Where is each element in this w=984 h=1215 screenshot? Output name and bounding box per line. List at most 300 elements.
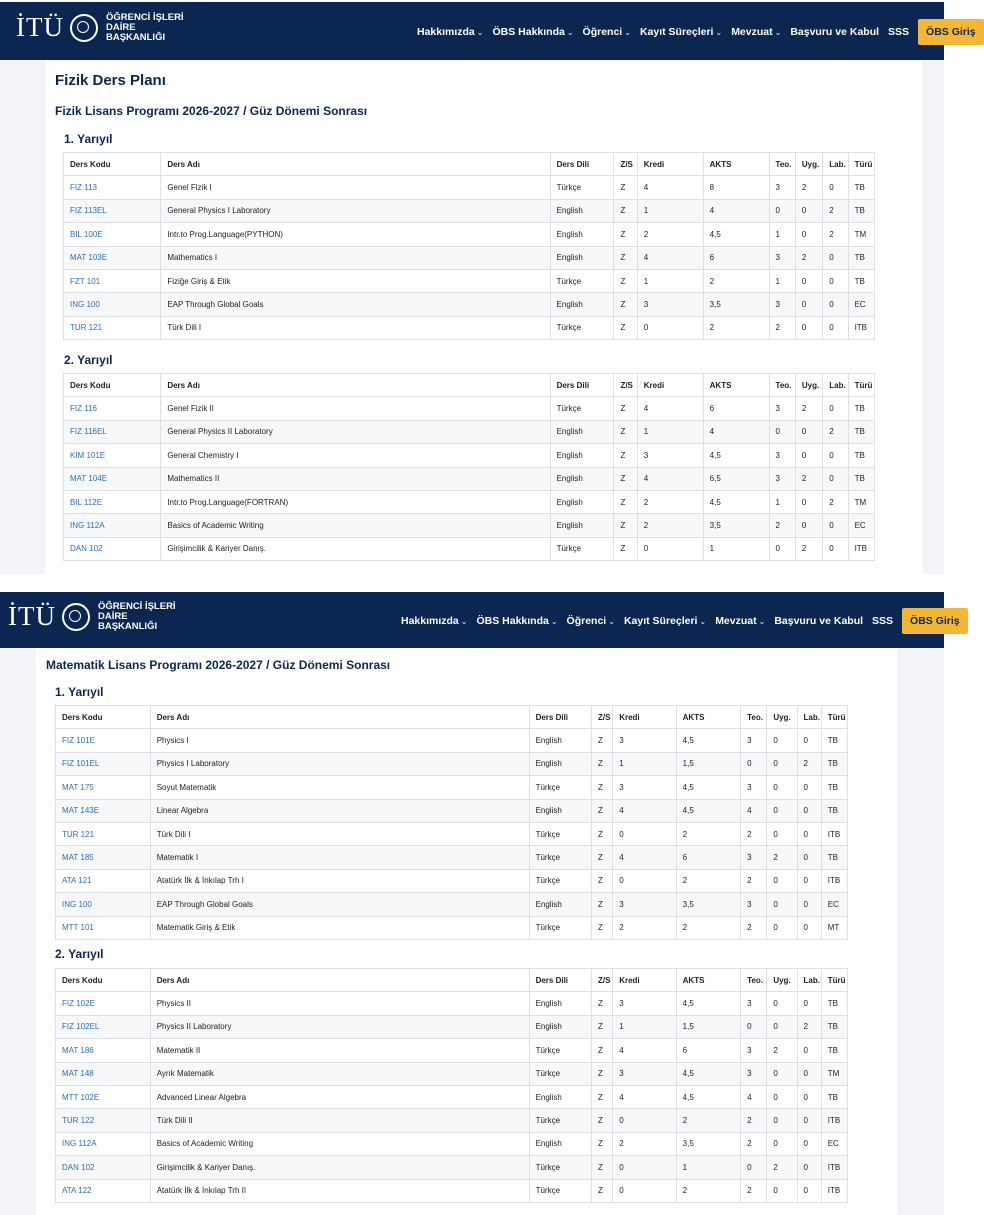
table-cell: 2 bbox=[741, 916, 767, 939]
table-cell: Z bbox=[614, 444, 637, 467]
course-code-link[interactable]: MAT 143E bbox=[56, 799, 151, 822]
nav-basvuru-ve-kabul[interactable]: Başvuru ve Kabul bbox=[790, 26, 880, 38]
table-cell: Basics of Academic Writing bbox=[150, 1132, 529, 1155]
table-cell: 0 bbox=[767, 1109, 797, 1132]
table-cell: 3 bbox=[741, 1062, 767, 1085]
column-header: Kredi bbox=[613, 706, 676, 729]
table-cell: 0 bbox=[767, 1062, 797, 1085]
table-cell: 2 bbox=[795, 397, 822, 420]
table-row bbox=[56, 1062, 848, 1085]
table-cell: 4,5 bbox=[703, 223, 769, 246]
table-cell: 2 bbox=[795, 246, 822, 269]
table-cell: 0 bbox=[823, 444, 848, 467]
table-cell: 2 bbox=[823, 420, 848, 443]
course-code-link[interactable]: DAN 102 bbox=[64, 537, 161, 560]
course-code-link[interactable]: FIZ 102EL bbox=[56, 1015, 151, 1038]
column-header: Z/S bbox=[614, 374, 637, 397]
column-header: Lab. bbox=[823, 153, 848, 176]
table-cell: 0 bbox=[767, 799, 797, 822]
table-cell: 3,5 bbox=[703, 514, 769, 537]
obs-login-button[interactable]: ÖBS Giriş bbox=[918, 19, 984, 45]
table-cell: 3 bbox=[741, 992, 767, 1015]
table-cell: 0 bbox=[767, 869, 797, 892]
table-cell: 4,5 bbox=[676, 799, 740, 822]
course-code-link[interactable]: TUR 121 bbox=[56, 822, 151, 845]
table-cell: General Physics II Laboratory bbox=[161, 420, 550, 443]
table-cell: English bbox=[550, 514, 614, 537]
site-header bbox=[0, 0, 976, 60]
table-cell: Z bbox=[614, 316, 637, 339]
table-cell: 4,5 bbox=[703, 444, 769, 467]
nav-hakkimizda[interactable]: Hakkımızda ⌄ bbox=[417, 26, 484, 38]
column-header: Z/S bbox=[592, 969, 613, 992]
table-cell: Z bbox=[592, 776, 613, 799]
table-cell: 0 bbox=[767, 916, 797, 939]
table-cell: 0 bbox=[769, 199, 795, 222]
table-cell: Türkçe bbox=[550, 537, 614, 560]
table-cell: Genel Fizik I bbox=[161, 176, 550, 199]
table-cell: 0 bbox=[797, 893, 821, 916]
table-cell: 0 bbox=[767, 1015, 797, 1038]
table-cell: TB bbox=[848, 420, 874, 443]
course-code-link[interactable]: ING 112A bbox=[64, 514, 161, 537]
table-cell: 0 bbox=[797, 869, 821, 892]
table-cell: EC bbox=[821, 893, 847, 916]
column-header: Lab. bbox=[797, 706, 821, 729]
column-header: Uyg. bbox=[795, 374, 822, 397]
column-header: Z/S bbox=[614, 153, 637, 176]
table-cell: Z bbox=[592, 1109, 613, 1132]
table-row bbox=[64, 537, 875, 560]
column-header: Teo. bbox=[741, 706, 767, 729]
table-cell: 2 bbox=[613, 916, 676, 939]
program-title: Matematik Lisans Programı 2026-2027 / Güz Dönemi Sonrası bbox=[46, 658, 391, 672]
table-cell: 2 bbox=[741, 1132, 767, 1155]
course-code-link[interactable]: FIZ 113EL bbox=[64, 199, 161, 222]
table-cell: English bbox=[529, 799, 591, 822]
chevron-down-icon: ⌄ bbox=[758, 617, 766, 626]
course-code-link[interactable]: MAT 148 bbox=[56, 1062, 151, 1085]
table-cell: 4 bbox=[741, 799, 767, 822]
page-content bbox=[36, 648, 897, 1215]
table-row bbox=[56, 799, 848, 822]
table-cell: 4,5 bbox=[703, 490, 769, 513]
table-row bbox=[64, 467, 875, 490]
table-cell: General Physics I Laboratory bbox=[161, 199, 550, 222]
table-cell: Türkçe bbox=[529, 846, 591, 869]
table-cell: 3 bbox=[769, 397, 795, 420]
table-cell: 2 bbox=[637, 223, 703, 246]
table-cell: Z bbox=[614, 223, 637, 246]
table-cell: 2 bbox=[797, 752, 821, 775]
table-cell: General Chemistry I bbox=[161, 444, 550, 467]
table-cell: 2 bbox=[741, 1109, 767, 1132]
table-cell: Fiziğe Giriş & Etik bbox=[161, 269, 550, 292]
table-cell: 1 bbox=[637, 199, 703, 222]
course-code-link[interactable]: TUR 122 bbox=[56, 1109, 151, 1132]
table-cell: 1 bbox=[769, 490, 795, 513]
table-cell: 0 bbox=[613, 869, 676, 892]
nav-kayit-surecleri[interactable]: Kayıt Süreçleri ⌄ bbox=[623, 615, 707, 627]
table-cell: 0 bbox=[823, 246, 848, 269]
course-code-link[interactable]: FIZ 113 bbox=[64, 176, 161, 199]
table-row bbox=[64, 176, 875, 199]
table-cell: Basics of Academic Writing bbox=[161, 514, 550, 537]
table-cell: English bbox=[529, 1015, 591, 1038]
table-cell: Z bbox=[614, 199, 637, 222]
chevron-down-icon: ⌄ bbox=[476, 28, 484, 37]
table-cell: 0 bbox=[823, 467, 848, 490]
table-cell: 2 bbox=[795, 537, 822, 560]
table-row bbox=[56, 869, 848, 892]
table-cell: Z bbox=[614, 269, 637, 292]
table-cell: TB bbox=[821, 1039, 847, 1062]
course-code-link[interactable]: MAT 185 bbox=[56, 846, 151, 869]
table-cell: English bbox=[529, 1085, 591, 1108]
course-code-link[interactable]: MTT 102E bbox=[56, 1085, 151, 1108]
nav-obs-hakkinda[interactable]: ÖBS Hakkında ⌄ bbox=[492, 26, 574, 38]
table-cell: 0 bbox=[797, 846, 821, 869]
table-cell: English bbox=[550, 490, 614, 513]
table-cell: TB bbox=[821, 776, 847, 799]
column-header: Ders Kodu bbox=[64, 374, 161, 397]
table-cell: 2 bbox=[823, 223, 848, 246]
column-header: Uyg. bbox=[795, 153, 822, 176]
table-cell: Z bbox=[592, 729, 613, 752]
course-table bbox=[63, 373, 875, 561]
table-cell: 4 bbox=[637, 176, 703, 199]
course-code-link[interactable]: MTT 101 bbox=[56, 916, 151, 939]
column-header: Ders Dili bbox=[529, 969, 591, 992]
course-code-link[interactable]: BIL 112E bbox=[64, 490, 161, 513]
column-header: Z/S bbox=[592, 706, 613, 729]
nav-sss[interactable]: SSS bbox=[872, 615, 894, 627]
table-cell: ITB bbox=[821, 1179, 847, 1202]
table-row bbox=[64, 269, 875, 292]
table-cell: 4 bbox=[741, 1085, 767, 1108]
table-cell: Genel Fizik II bbox=[161, 397, 550, 420]
table-cell: 1 bbox=[613, 752, 676, 775]
table-cell: 0 bbox=[613, 822, 676, 845]
table-cell: 1 bbox=[637, 420, 703, 443]
table-cell: 0 bbox=[797, 1179, 821, 1202]
nav-basvuru-ve-kabul[interactable]: Başvuru ve Kabul bbox=[774, 615, 864, 627]
table-cell: Matematik I bbox=[150, 846, 529, 869]
table-cell: Z bbox=[614, 514, 637, 537]
table-cell: 3 bbox=[637, 293, 703, 316]
course-code-link[interactable]: FIZ 101EL bbox=[56, 752, 151, 775]
table-cell: 2 bbox=[637, 490, 703, 513]
nav-obs-hakkinda[interactable]: ÖBS Hakkında ⌄ bbox=[476, 615, 558, 627]
table-row bbox=[64, 490, 875, 513]
table-cell: 0 bbox=[823, 537, 848, 560]
table-cell: Türkçe bbox=[550, 316, 614, 339]
table-cell: 0 bbox=[797, 992, 821, 1015]
course-code-link[interactable]: ING 100 bbox=[56, 893, 151, 916]
table-cell: 0 bbox=[767, 776, 797, 799]
table-cell: Z bbox=[592, 916, 613, 939]
table-cell: English bbox=[550, 467, 614, 490]
course-code-link[interactable]: BIL 100E bbox=[64, 223, 161, 246]
table-cell: 0 bbox=[767, 1132, 797, 1155]
course-code-link[interactable]: DAN 102 bbox=[56, 1156, 151, 1179]
table-cell: 0 bbox=[613, 1109, 676, 1132]
table-cell: 0 bbox=[767, 893, 797, 916]
table-cell: 4 bbox=[637, 467, 703, 490]
table-cell: Z bbox=[592, 1062, 613, 1085]
table-cell: Türkçe bbox=[529, 1062, 591, 1085]
table-cell: TM bbox=[848, 223, 874, 246]
table-cell: TB bbox=[848, 397, 874, 420]
table-cell: Türkçe bbox=[550, 397, 614, 420]
table-cell: Türkçe bbox=[529, 1109, 591, 1132]
table-cell: Türkçe bbox=[529, 822, 591, 845]
course-code-link[interactable]: FZT 101 bbox=[64, 269, 161, 292]
course-code-link[interactable]: FIZ 102E bbox=[56, 992, 151, 1015]
chevron-down-icon: ⌄ bbox=[566, 28, 574, 37]
table-cell: 0 bbox=[741, 1015, 767, 1038]
table-row bbox=[56, 846, 848, 869]
table-cell: ITB bbox=[821, 822, 847, 845]
table-cell: 3 bbox=[613, 893, 676, 916]
table-cell: 3 bbox=[613, 992, 676, 1015]
table-cell: 1,5 bbox=[676, 752, 740, 775]
site-logo[interactable] bbox=[8, 601, 176, 632]
table-cell: 2 bbox=[676, 916, 740, 939]
table-row bbox=[56, 1109, 848, 1132]
course-code-link[interactable]: ATA 121 bbox=[56, 869, 151, 892]
table-cell: Z bbox=[592, 822, 613, 845]
table-cell: 2 bbox=[741, 1179, 767, 1202]
site-header bbox=[0, 590, 960, 648]
table-cell: 0 bbox=[797, 799, 821, 822]
table-cell: TM bbox=[821, 1062, 847, 1085]
column-header: AKTS bbox=[676, 706, 740, 729]
table-cell: EC bbox=[848, 514, 874, 537]
course-code-link[interactable]: KIM 101E bbox=[64, 444, 161, 467]
table-cell: Türk Dili I bbox=[161, 316, 550, 339]
table-cell: 0 bbox=[797, 1156, 821, 1179]
nav-ogrenci[interactable]: Öğrenci ⌄ bbox=[566, 615, 615, 627]
table-cell: 2 bbox=[769, 514, 795, 537]
table-cell: Türkçe bbox=[529, 869, 591, 892]
column-header: Ders Adı bbox=[150, 706, 529, 729]
table-cell: 2 bbox=[767, 1156, 797, 1179]
nav-mevzuat[interactable]: Mevzuat ⌄ bbox=[715, 615, 766, 627]
table-cell: English bbox=[550, 293, 614, 316]
fizik-screenshot bbox=[0, 0, 976, 574]
table-row bbox=[64, 397, 875, 420]
column-header: Uyg. bbox=[767, 706, 797, 729]
table-cell: 0 bbox=[767, 1085, 797, 1108]
table-cell: 0 bbox=[741, 1156, 767, 1179]
table-cell: 6,5 bbox=[703, 467, 769, 490]
column-header: Ders Kodu bbox=[56, 706, 151, 729]
table-cell: 4 bbox=[613, 1039, 676, 1062]
table-row bbox=[56, 1132, 848, 1155]
table-cell: 4 bbox=[703, 199, 769, 222]
table-cell: ITB bbox=[821, 1156, 847, 1179]
course-table bbox=[55, 968, 848, 1203]
table-cell: 0 bbox=[797, 822, 821, 845]
table-cell: 0 bbox=[613, 1156, 676, 1179]
column-header: Türü bbox=[821, 969, 847, 992]
nav-hakkimizda[interactable]: Hakkımızda ⌄ bbox=[401, 615, 468, 627]
semester-title: 2. Yarıyıl bbox=[64, 353, 113, 367]
table-header-row bbox=[64, 374, 875, 397]
table-cell: 6 bbox=[703, 246, 769, 269]
column-header: Türü bbox=[848, 153, 874, 176]
column-header: Ders Adı bbox=[161, 374, 550, 397]
table-cell: 0 bbox=[767, 992, 797, 1015]
course-code-link[interactable]: MAT 103E bbox=[64, 246, 161, 269]
table-row bbox=[64, 293, 875, 316]
table-cell: 0 bbox=[797, 1132, 821, 1155]
table-row bbox=[64, 514, 875, 537]
matematik-screenshot bbox=[0, 590, 960, 1215]
table-cell: Mathematics I bbox=[161, 246, 550, 269]
chevron-down-icon: ⌄ bbox=[460, 617, 468, 626]
table-cell: 2 bbox=[741, 822, 767, 845]
table-cell: 3 bbox=[741, 893, 767, 916]
table-cell: 2 bbox=[823, 490, 848, 513]
column-header: Ders Dili bbox=[550, 153, 614, 176]
nav-mevzuat[interactable]: Mevzuat ⌄ bbox=[731, 26, 782, 38]
table-cell: 0 bbox=[795, 316, 822, 339]
table-cell: 4 bbox=[613, 799, 676, 822]
nav-kayit-surecleri[interactable]: Kayıt Süreçleri ⌄ bbox=[639, 26, 723, 38]
table-cell: 3 bbox=[741, 776, 767, 799]
table-cell: Türkçe bbox=[529, 776, 591, 799]
table-header-row bbox=[64, 153, 875, 176]
table-cell: Z bbox=[614, 176, 637, 199]
table-cell: EC bbox=[848, 293, 874, 316]
table-cell: 2 bbox=[795, 467, 822, 490]
table-cell: Soyut Matematik bbox=[150, 776, 529, 799]
semester-title: 1. Yarıyıl bbox=[64, 132, 113, 146]
table-cell: Türkçe bbox=[550, 176, 614, 199]
column-header: Uyg. bbox=[767, 969, 797, 992]
table-cell: ITB bbox=[821, 1109, 847, 1132]
column-header: Teo. bbox=[741, 969, 767, 992]
table-cell: 0 bbox=[637, 316, 703, 339]
table-cell: 0 bbox=[823, 514, 848, 537]
chevron-down-icon: ⌄ bbox=[608, 617, 615, 626]
chevron-down-icon: ⌄ bbox=[550, 617, 558, 626]
table-cell: 4,5 bbox=[676, 992, 740, 1015]
column-header: Ders Kodu bbox=[64, 153, 161, 176]
course-code-link[interactable]: ING 100 bbox=[64, 293, 161, 316]
table-cell: Physics II Laboratory bbox=[150, 1015, 529, 1038]
table-cell: Z bbox=[592, 1085, 613, 1108]
course-code-link[interactable]: MAT 186 bbox=[56, 1039, 151, 1062]
table-cell: 2 bbox=[741, 869, 767, 892]
main-nav bbox=[401, 608, 968, 634]
table-cell: MT bbox=[821, 916, 847, 939]
table-cell: 0 bbox=[795, 199, 822, 222]
table-cell: 3 bbox=[741, 846, 767, 869]
table-cell: 1,5 bbox=[676, 1015, 740, 1038]
table-cell: EAP Through Global Goals bbox=[150, 893, 529, 916]
column-header: Türü bbox=[821, 706, 847, 729]
table-cell: 2 bbox=[676, 822, 740, 845]
table-row bbox=[56, 822, 848, 845]
table-header-row bbox=[56, 969, 848, 992]
table-cell: 4,5 bbox=[676, 776, 740, 799]
table-cell: 1 bbox=[637, 269, 703, 292]
table-cell: TM bbox=[848, 490, 874, 513]
table-cell: ITB bbox=[821, 869, 847, 892]
course-code-link[interactable]: FIZ 101E bbox=[56, 729, 151, 752]
table-cell: 3 bbox=[637, 444, 703, 467]
column-header: Ders Dili bbox=[529, 706, 591, 729]
table-cell: English bbox=[550, 444, 614, 467]
table-cell: 2 bbox=[795, 176, 822, 199]
table-cell: English bbox=[550, 199, 614, 222]
course-code-link[interactable]: MAT 104E bbox=[64, 467, 161, 490]
table-cell: Intr.to Prog.Language(PYTHON) bbox=[161, 223, 550, 246]
table-cell: 0 bbox=[823, 176, 848, 199]
course-code-link[interactable]: MAT 175 bbox=[56, 776, 151, 799]
table-cell: 4 bbox=[637, 397, 703, 420]
course-code-link[interactable]: ING 112A bbox=[56, 1132, 151, 1155]
table-cell: 0 bbox=[767, 1179, 797, 1202]
table-cell: English bbox=[550, 420, 614, 443]
column-header: Ders Adı bbox=[150, 969, 529, 992]
table-cell: Z bbox=[614, 293, 637, 316]
table-cell: Z bbox=[592, 1132, 613, 1155]
table-row bbox=[56, 1156, 848, 1179]
table-cell: 0 bbox=[823, 316, 848, 339]
table-cell: 3,5 bbox=[703, 293, 769, 316]
obs-login-button[interactable]: ÖBS Giriş bbox=[902, 608, 968, 634]
table-cell: English bbox=[529, 1132, 591, 1155]
table-row bbox=[56, 1085, 848, 1108]
seal-icon bbox=[62, 603, 90, 631]
table-cell: 0 bbox=[741, 752, 767, 775]
table-row bbox=[64, 199, 875, 222]
table-cell: 0 bbox=[797, 776, 821, 799]
table-row bbox=[56, 893, 848, 916]
table-cell: Z bbox=[592, 1039, 613, 1062]
table-cell: 0 bbox=[795, 490, 822, 513]
table-cell: Z bbox=[614, 537, 637, 560]
table-cell: Z bbox=[592, 846, 613, 869]
table-cell: 3 bbox=[741, 1039, 767, 1062]
site-logo[interactable] bbox=[16, 12, 184, 43]
table-cell: TB bbox=[821, 752, 847, 775]
table-cell: Z bbox=[592, 869, 613, 892]
chevron-down-icon: ⌄ bbox=[715, 28, 723, 37]
table-cell: 2 bbox=[703, 316, 769, 339]
table-cell: Z bbox=[592, 992, 613, 1015]
table-cell: 0 bbox=[795, 223, 822, 246]
table-cell: Z bbox=[592, 799, 613, 822]
course-code-link[interactable]: TUR 121 bbox=[64, 316, 161, 339]
course-code-link[interactable]: ATA 122 bbox=[56, 1179, 151, 1202]
table-cell: 0 bbox=[767, 752, 797, 775]
table-cell: Türkçe bbox=[529, 1156, 591, 1179]
column-header: Kredi bbox=[613, 969, 676, 992]
table-row bbox=[56, 916, 848, 939]
nav-ogrenci[interactable]: Öğrenci ⌄ bbox=[582, 26, 631, 38]
table-cell: 3 bbox=[769, 246, 795, 269]
table-header-row bbox=[56, 706, 848, 729]
table-cell: 2 bbox=[703, 269, 769, 292]
nav-sss[interactable]: SSS bbox=[888, 26, 910, 38]
course-code-link[interactable]: FIZ 116EL bbox=[64, 420, 161, 443]
course-code-link[interactable]: FIZ 116 bbox=[64, 397, 161, 420]
